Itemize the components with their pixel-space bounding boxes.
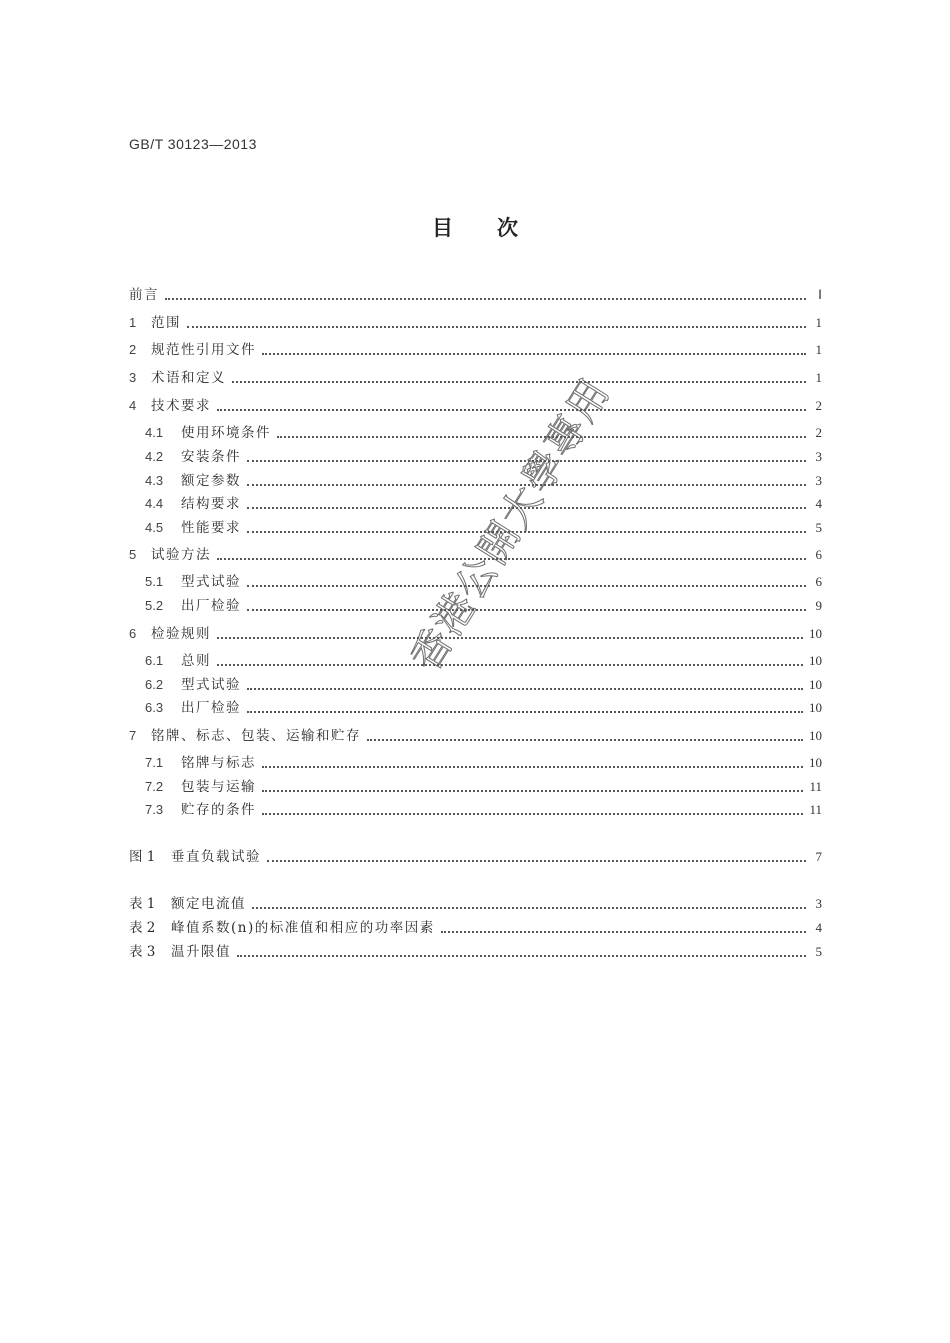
standard-code: GB/T 30123—2013 <box>129 136 257 152</box>
toc-subentry[interactable]: 4.2 安装条件 3 <box>145 449 822 465</box>
toc-entry[interactable]: 2 规范性引用文件 1 <box>129 342 822 358</box>
toc-entry[interactable]: 4 技术要求 2 <box>129 398 822 414</box>
toc-table-entry[interactable]: 表 1 额定电流值 3 <box>129 896 822 912</box>
toc-subentry[interactable]: 4.5 性能要求 5 <box>145 520 822 536</box>
toc-table-entry[interactable]: 表 3 温升限值 5 <box>129 944 822 960</box>
toc-title-part2: 次 <box>497 216 518 240</box>
toc-title <box>0 212 950 242</box>
watermark-stamp: 香港公開大學專用 <box>402 369 620 680</box>
toc-subentry[interactable]: 5.1 型式试验 6 <box>145 574 822 590</box>
toc-entry[interactable]: 1 范围 1 <box>129 315 822 331</box>
toc-entry-foreword[interactable]: 前言 Ⅰ <box>129 287 822 303</box>
toc-subentry[interactable]: 4.1 使用环境条件 2 <box>145 425 822 441</box>
toc-subentry[interactable]: 7.3 贮存的条件 11 <box>145 802 822 818</box>
toc-subentry[interactable]: 4.4 结构要求 4 <box>145 496 822 512</box>
toc-subentry[interactable]: 6.2 型式试验 10 <box>145 677 822 693</box>
toc-entry[interactable]: 7 铭牌、标志、包装、运输和贮存 10 <box>129 728 822 744</box>
toc-subentry[interactable]: 6.1 总则 10 <box>145 653 822 669</box>
toc-table-entry[interactable]: 表 2 峰值系数(n)的标准值和相应的功率因素 4 <box>129 920 822 936</box>
toc-entry[interactable]: 3 术语和定义 1 <box>129 370 822 386</box>
toc-entry[interactable]: 5 试验方法 6 <box>129 547 822 563</box>
toc-entry[interactable]: 6 检验规则 10 <box>129 626 822 642</box>
toc-figure-entry[interactable]: 图 1 垂直负载试验 7 <box>129 849 822 865</box>
toc-subentry[interactable]: 7.2 包装与运输 11 <box>145 779 822 795</box>
toc-subentry[interactable]: 4.3 额定参数 3 <box>145 473 822 489</box>
toc-title-part1: 目 <box>432 216 453 240</box>
toc-subentry[interactable]: 7.1 铭牌与标志 10 <box>145 755 822 771</box>
toc-subentry[interactable]: 5.2 出厂检验 9 <box>145 598 822 614</box>
toc-subentry[interactable]: 6.3 出厂检验 10 <box>145 700 822 716</box>
